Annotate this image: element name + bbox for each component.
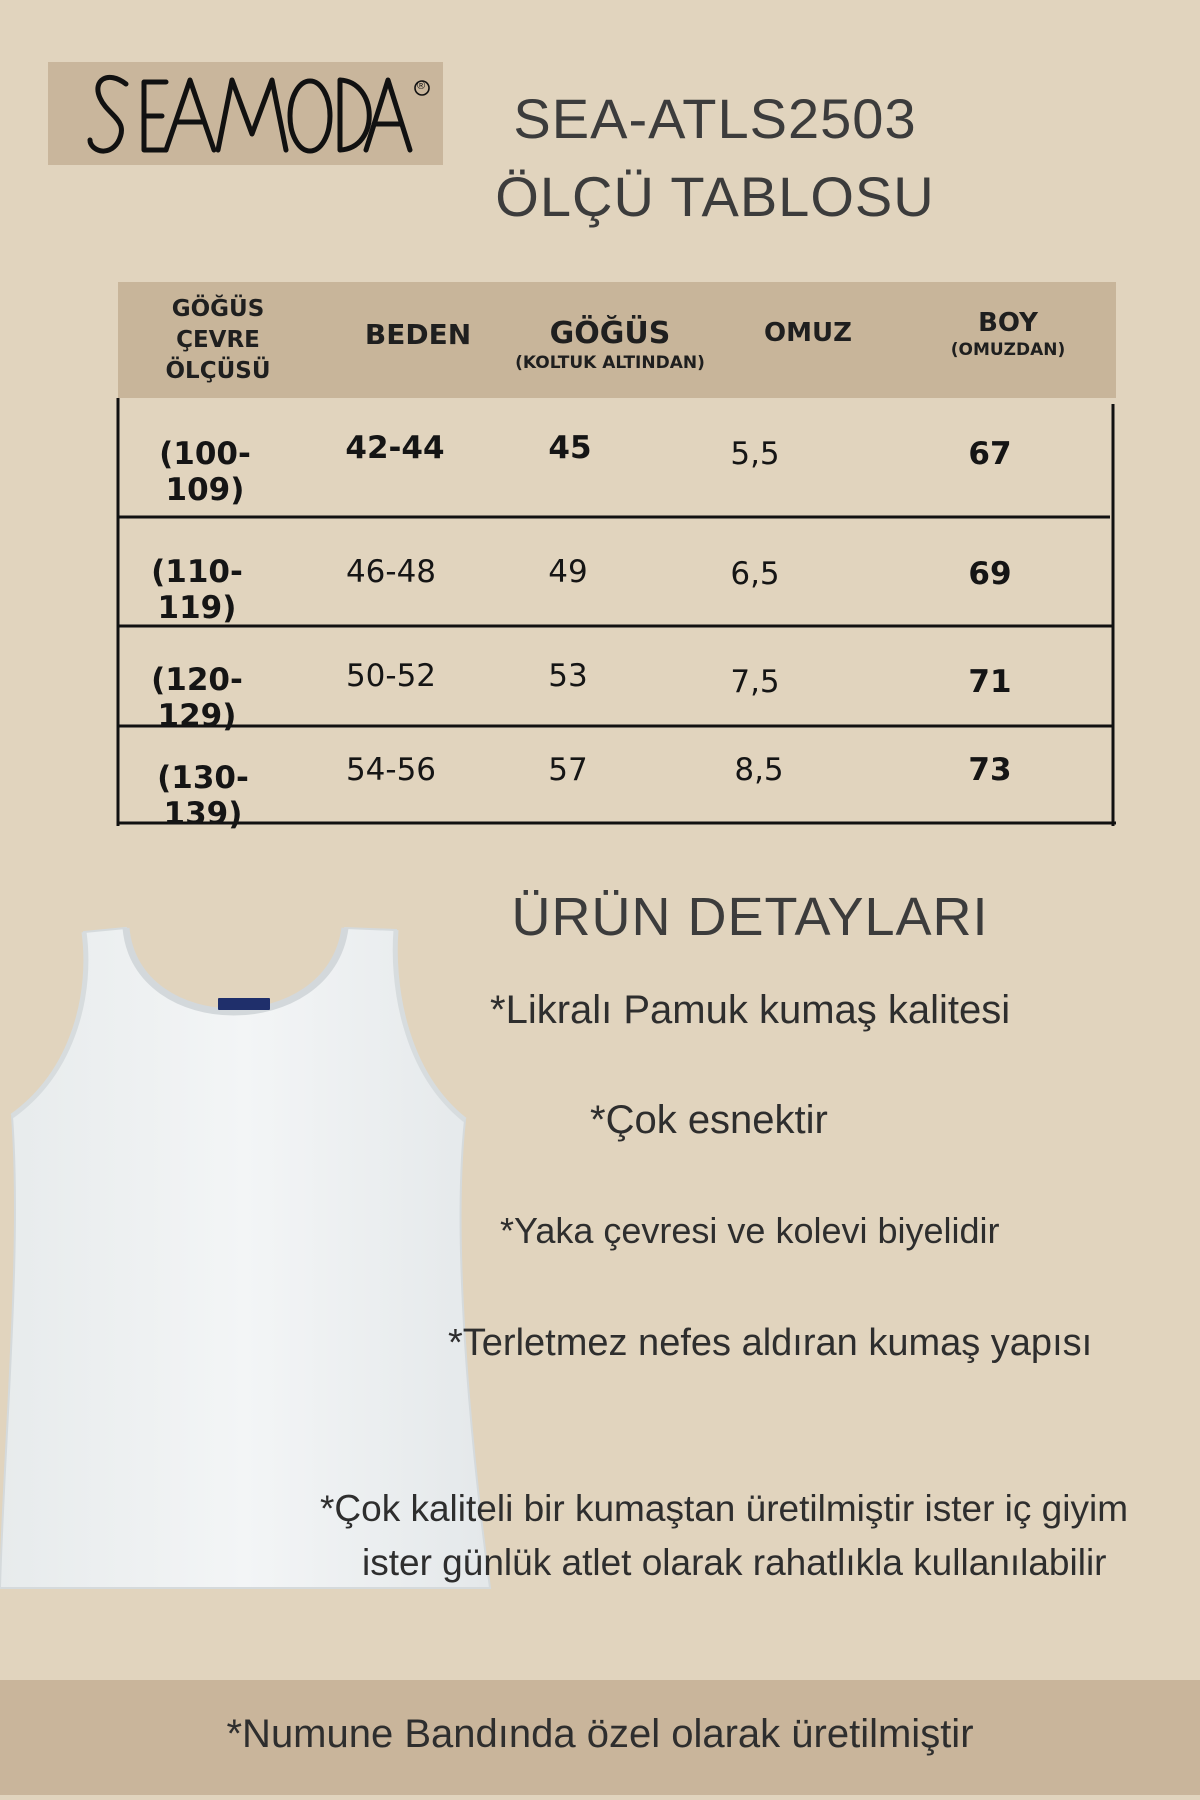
- details-title: ÜRÜN DETAYLARI: [511, 887, 989, 947]
- header-chest-sub: (KOLTUK ALTINDAN): [515, 353, 705, 373]
- row-chest: 53: [548, 658, 588, 694]
- header-size: BEDEN: [364, 318, 472, 351]
- row-length: 69: [968, 556, 1012, 592]
- row-chest-circumference: (120-129): [151, 662, 243, 734]
- detail-item: ister günlük atlet olarak rahatlıkla kullanılabilir: [362, 1542, 1107, 1583]
- header-chest-circumference: GÖĞÜS ÇEVRE ÖLÇÜSÜ: [165, 296, 271, 384]
- header-shoulder: OMUZ: [764, 318, 852, 348]
- detail-item: *Çok kaliteli bir kumaştan üretilmiştir ister iç giyim: [320, 1488, 1129, 1529]
- row-shoulder: 6,5: [730, 556, 780, 592]
- detail-item: *Çok esnektir: [590, 1098, 828, 1142]
- detail-item: *Yaka çevresi ve kolevi biyelidir: [500, 1210, 1000, 1251]
- row-length: 67: [968, 436, 1012, 472]
- registered-mark: ®: [417, 80, 426, 92]
- row-size: 54-56: [345, 752, 437, 788]
- row-chest: 49: [548, 554, 588, 590]
- detail-item: *Likralı Pamuk kumaş kalitesi: [490, 988, 1011, 1032]
- row-chest-circumference: (100-109): [159, 436, 251, 508]
- header-length-label: BOY: [978, 308, 1038, 338]
- row-size: 50-52: [345, 658, 437, 694]
- row-shoulder: 8,5: [734, 752, 784, 788]
- row-chest: 57: [548, 752, 588, 788]
- header-chest-label: GÖĞÜS: [549, 316, 671, 351]
- row-shoulder: 5,5: [730, 436, 780, 472]
- row-length: 73: [968, 752, 1012, 788]
- footer-note: *Numune Bandında özel olarak üretilmiştir: [226, 1712, 974, 1756]
- product-code: SEA-ATLS2503: [513, 87, 917, 150]
- row-length: 71: [968, 664, 1012, 700]
- neck-label: [218, 998, 270, 1010]
- header-length-sub: (OMUZDAN): [950, 340, 1066, 360]
- size-chart-title: ÖLÇÜ TABLOSU: [495, 165, 935, 228]
- row-size: 46-48: [345, 554, 437, 590]
- detail-item: *Terletmez nefes aldıran kumaş yapısı: [448, 1322, 1093, 1364]
- row-chest-circumference: (110-119): [151, 554, 243, 626]
- row-chest-circumference: (130-139): [157, 760, 249, 832]
- row-shoulder: 7,5: [730, 664, 780, 700]
- row-size: 42-44: [345, 430, 445, 466]
- row-chest: 45: [548, 430, 592, 466]
